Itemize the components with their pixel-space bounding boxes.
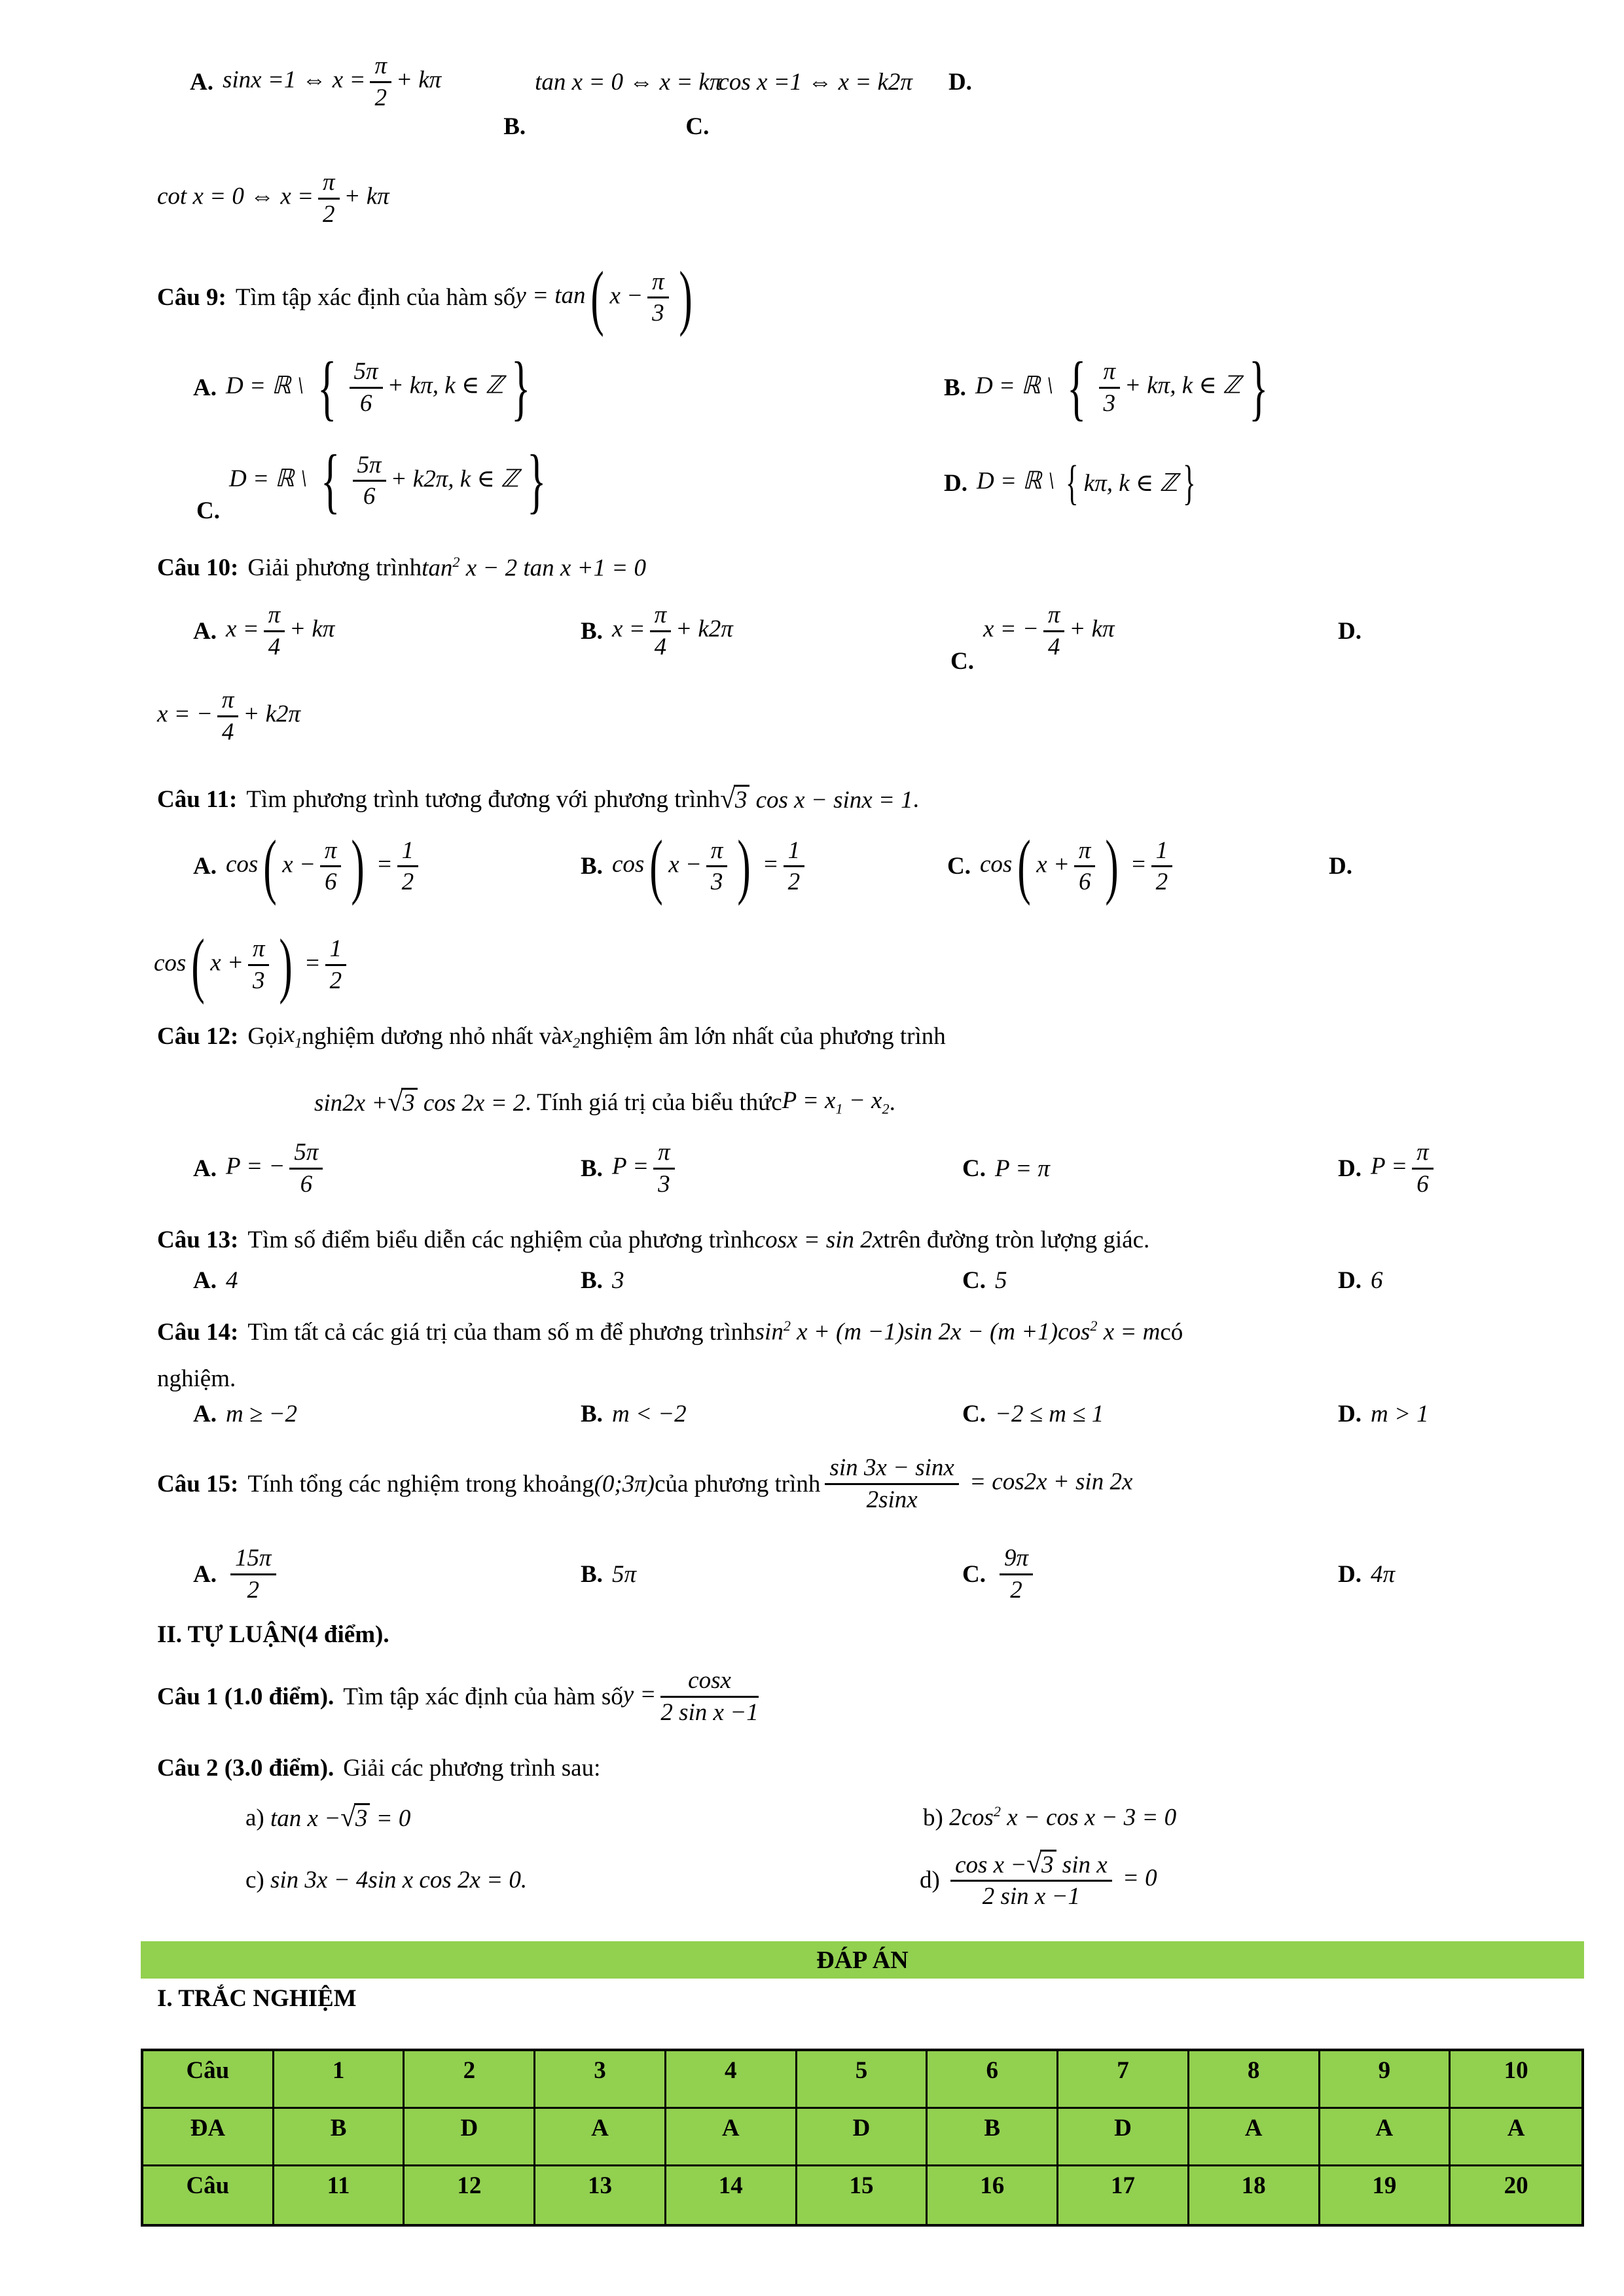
option-label-a: A.: [193, 1560, 217, 1588]
option-label-d: D.: [1338, 1266, 1362, 1294]
q9-option-c-formula: D = ℝ \ { $\frac{5\pi}{6}$ + k2π, k ∈ ℤ }: [228, 440, 546, 521]
question-11-formula: √3 cos x − sinx = 1: [720, 783, 913, 814]
answer-cell: A: [1451, 2109, 1581, 2166]
essay-title-text: II. TỰ LUẬN(4 điểm).: [157, 1621, 389, 1648]
question-9-text: Tìm tập xác định của hàm số: [235, 284, 516, 311]
question-12-equation-line: [314, 1079, 895, 1126]
answer-cell: 13: [535, 2166, 666, 2224]
question-10-formula: $\tan^2 x - 2$ tan x +1 = 0: [422, 553, 646, 582]
question-15-equation: $\frac{\sin 3x - \sin x}{2\sin x}$ = cos2x + sin 2x: [820, 1454, 1132, 1513]
answer-cell: 9: [1320, 2051, 1451, 2109]
q14-option-c: [962, 1397, 1104, 1431]
answer-header-cell: Câu: [143, 2166, 274, 2224]
option-label-a: A.: [193, 1266, 217, 1294]
essay-q2-part-d: [920, 1844, 1157, 1915]
option-label-b: B.: [581, 1560, 603, 1588]
q14-option-c-formula: −2 ≤ m ≤ 1: [994, 1400, 1104, 1427]
question-9-label: Câu 9:: [157, 284, 226, 311]
part-a-formula: tan x −√3 = 0: [270, 1801, 411, 1832]
answer-cell: 14: [666, 2166, 797, 2224]
essay-q2-part-c: [245, 1844, 527, 1915]
option-label-b: B.: [581, 853, 603, 880]
q11-option-b: [581, 822, 809, 910]
question-12-label: Câu 12:: [157, 1022, 239, 1050]
q14-option-d-formula: m > 1: [1370, 1400, 1429, 1427]
q15-option-c: [962, 1542, 1038, 1606]
option-label-b: B.: [944, 374, 966, 401]
question-15: [157, 1439, 1132, 1529]
q11-option-d-formula: cos ( x + $\frac{\pi}{3}$ ) = $\frac{1}{2}$: [154, 929, 351, 1001]
essay-q2-part-a: [245, 1797, 410, 1838]
option-label-c: C.: [950, 647, 974, 675]
q13-option-c-value: 5: [994, 1266, 1007, 1294]
q15-option-d-value: 4π: [1370, 1560, 1396, 1588]
essay-q2-text: Giải các phương trình sau:: [343, 1754, 601, 1782]
q8-option-b-formula: tan x = 0 ⇔ x = kπ: [535, 68, 722, 96]
q15-option-a: [193, 1542, 281, 1606]
answer-cell: D: [797, 2109, 928, 2166]
answer-cell: 11: [274, 2166, 405, 2224]
q10-option-b-formula: x = $\frac{\pi}{4}$ + k2π: [611, 601, 733, 660]
q11-option-c: [947, 822, 1177, 910]
q11-option-d-continuation: [154, 924, 351, 1005]
question-11-label: Câu 11:: [157, 785, 238, 813]
answer-cell: 17: [1058, 2166, 1189, 2224]
q11-option-a: [193, 822, 423, 910]
part-b-label: b): [923, 1804, 943, 1831]
q14-option-b: [581, 1397, 687, 1431]
question-12-text5: .: [889, 1088, 895, 1116]
answer-header-cell: Câu: [143, 2051, 274, 2109]
q13-option-b: [581, 1263, 624, 1297]
option-label-b: B.: [581, 617, 603, 645]
option-label-d: D.: [1338, 1155, 1362, 1182]
q13-option-d: [1338, 1263, 1382, 1297]
answer-cell: 12: [405, 2166, 535, 2224]
part-d-label: d): [920, 1866, 940, 1893]
question-12-text2: nghiệm dương nhỏ nhất và: [302, 1022, 562, 1050]
option-label-d: D.: [1338, 1560, 1362, 1588]
question-10-label: Câu 10:: [157, 554, 239, 581]
answer-cell: 5: [797, 2051, 928, 2109]
question-14-after: có: [1160, 1318, 1183, 1346]
question-15-text: Tính tổng các nghiệm trong khoảng: [247, 1470, 594, 1498]
question-14-continuation: [157, 1361, 236, 1395]
essay-question-1: [157, 1660, 763, 1733]
answer-cell: 7: [1058, 2051, 1189, 2109]
question-14-label: Câu 14:: [157, 1318, 239, 1346]
question-12-expression: $P = x_1 - x_2$: [782, 1087, 890, 1117]
part-c-label: c): [245, 1866, 264, 1893]
answer-key-section: [157, 1981, 357, 2016]
q11-option-a-formula: cos ( x − $\frac{\pi}{6}$ ) = $\frac{1}{2}$: [226, 830, 423, 903]
q10-option-c: [950, 596, 1115, 675]
question-12-equation: sin2x +√3 cos 2x = 2: [314, 1086, 526, 1117]
q15-option-b-value: 5π: [611, 1560, 636, 1588]
answer-cell: A: [1189, 2109, 1320, 2166]
q8-options-row: [190, 46, 981, 140]
option-label-c: C.: [685, 113, 710, 140]
q10-option-a-formula: x = $\frac{\pi}{4}$ + kπ: [225, 601, 335, 660]
q12-option-a-formula: P = − $\frac{5\pi}{6}$: [226, 1139, 327, 1198]
answer-cell: 6: [928, 2051, 1058, 2109]
essay-q1-formula: y = $\frac{\cos x}{\text{2 sin x −1}}$: [623, 1667, 759, 1726]
question-14: [157, 1313, 1183, 1351]
q10-option-d-continuation: [157, 681, 300, 751]
q8-option-a-formula: sinx =1 ⇔ x = $\frac{\pi}{2}$ + kπ: [222, 52, 442, 111]
answer-cell: 18: [1189, 2166, 1320, 2224]
answer-key-table: [141, 2049, 1584, 2227]
essay-q2-label: Câu 2 (3.0 điểm).: [157, 1754, 334, 1782]
question-9-formula: y = tan ( x − $\frac{\pi}{3}$ ): [515, 257, 693, 338]
q12-option-b-formula: P = $\frac{\pi}{3}$: [612, 1139, 679, 1198]
option-label-c: C.: [947, 853, 971, 880]
answer-cell: 16: [928, 2166, 1058, 2224]
answer-cell: 10: [1451, 2051, 1581, 2109]
answer-key-section-text: I. TRẮC NGHIỆM: [157, 1984, 357, 2012]
question-10: [157, 550, 646, 586]
q8-option-d-continuation: [157, 162, 389, 234]
answer-cell: B: [274, 2109, 405, 2166]
q9-option-d: [944, 457, 1201, 509]
option-label-b: B.: [581, 1155, 603, 1182]
option-label-a: A.: [190, 68, 213, 96]
question-12-text3: nghiệm âm lớn nhất của phương trình: [580, 1022, 946, 1050]
q15-option-d: [1338, 1542, 1395, 1606]
question-11-period: .: [912, 785, 919, 813]
q15-option-a-value: $\frac{15\pi}{2}$: [226, 1545, 281, 1604]
question-14-formula: $\sin^2 x + (m -1)\sin$ $2x - (m +1)\cos^2$ x = m: [755, 1318, 1161, 1346]
option-label-d: D.: [1329, 853, 1352, 880]
question-10-text: Giải phương trình: [247, 554, 422, 581]
answer-cell: D: [1058, 2109, 1189, 2166]
q14-option-a: [193, 1397, 297, 1431]
question-13-text: Tìm số điểm biểu diễn các nghiệm của phương trình: [247, 1226, 755, 1253]
question-15-label: Câu 15:: [157, 1470, 239, 1498]
answer-cell: A: [666, 2109, 797, 2166]
answer-key-banner: [141, 1941, 1584, 1979]
option-label-d: D.: [944, 469, 967, 497]
q11-option-d-label: [1329, 822, 1362, 910]
q11-option-c-formula: cos ( x + $\frac{\pi}{6}$ ) = $\frac{1}{2}$: [980, 830, 1177, 903]
answer-cell: 3: [535, 2051, 666, 2109]
q15-option-c-value: $\frac{9\pi}{2}$: [995, 1545, 1038, 1604]
q12-option-a: [193, 1136, 327, 1200]
option-label-b: B.: [581, 1400, 603, 1427]
answer-cell: A: [535, 2109, 666, 2166]
question-15-interval: (0;3π): [594, 1470, 655, 1498]
q14-option-a-formula: m ≥ −2: [225, 1400, 297, 1427]
option-label-b: B.: [581, 1266, 603, 1294]
q15-option-b: [581, 1542, 636, 1606]
answer-header-cell: ĐA: [143, 2109, 274, 2166]
question-13-formula: cosx = sin 2x: [754, 1226, 884, 1253]
q9-option-a: [193, 342, 538, 433]
option-label-c: C.: [196, 497, 220, 524]
question-13: [157, 1223, 1149, 1257]
q13-option-a-value: 4: [225, 1266, 238, 1294]
question-11: [157, 779, 919, 819]
answer-cell: 8: [1189, 2051, 1320, 2109]
question-12-x2: $x_2$: [562, 1021, 581, 1051]
question-12: [157, 1017, 946, 1055]
option-label-d: D.: [948, 68, 972, 96]
q12-option-c-formula: P = π: [994, 1155, 1050, 1182]
option-label-c: C.: [962, 1400, 986, 1427]
answer-cell: 2: [405, 2051, 535, 2109]
option-label-a: A.: [193, 853, 217, 880]
option-label-a: A.: [193, 1155, 217, 1182]
answer-cell: 4: [666, 2051, 797, 2109]
question-14-cont-text: nghiệm.: [157, 1365, 236, 1392]
q8-option-d-formula: cot x = 0 ⇔ x = $\frac{\pi}{2}$ + kπ: [157, 169, 389, 228]
q14-option-b-formula: m < −2: [611, 1400, 687, 1427]
question-15-text2: của phương trình: [655, 1470, 821, 1498]
q13-option-a: [193, 1263, 238, 1297]
q9-option-b-formula: D = ℝ \ { $\frac{\pi}{3}$ + kπ, k ∈ ℤ }: [975, 347, 1268, 428]
answer-cell: 15: [797, 2166, 928, 2224]
option-label-c: C.: [962, 1266, 986, 1294]
q9-option-a-formula: D = ℝ \ { $\frac{5\pi}{6}$ + kπ, k ∈ ℤ }: [225, 347, 531, 428]
question-12-x1: $x_1$: [283, 1021, 302, 1051]
q10-option-b: [581, 596, 733, 666]
answer-cell: A: [1320, 2109, 1451, 2166]
q12-option-d: [1338, 1136, 1438, 1200]
answer-key-banner-text: ĐÁP ÁN: [816, 1946, 909, 1974]
q9-option-d-formula: D = ℝ \ { kπ, k ∈ ℤ }: [976, 456, 1196, 510]
q12-option-c: [962, 1136, 1050, 1200]
q8-option-c-formula: cos x =1 ⇔ x = k2π: [718, 68, 912, 96]
answer-cell: 19: [1320, 2166, 1451, 2224]
q10-option-d-formula: x = − $\frac{\pi}{4}$ + k2π: [157, 687, 301, 745]
essay-q1-label: Câu 1 (1.0 điểm).: [157, 1683, 334, 1710]
question-14-text: Tìm tất cả các giá trị của tham số m để phương trình: [247, 1318, 755, 1346]
question-12-text1: Gọi: [247, 1022, 284, 1050]
question-11-text: Tìm phương trình tương đương với phương trình: [246, 785, 721, 813]
answer-cell: B: [928, 2109, 1058, 2166]
q10-option-c-formula: x = − $\frac{\pi}{4}$ + kπ: [983, 601, 1115, 660]
q12-option-b: [581, 1136, 679, 1200]
question-12-text4: . Tính giá trị của biểu thức: [525, 1088, 782, 1116]
q10-option-a: [193, 596, 334, 666]
answer-cell: D: [405, 2109, 535, 2166]
q13-option-c: [962, 1263, 1007, 1297]
part-b-formula: $2\cos^2$ x − cos x − 3 = 0: [949, 1803, 1177, 1831]
q13-option-b-value: 3: [611, 1266, 624, 1294]
option-label-a: A.: [193, 1400, 217, 1427]
q13-option-d-value: 6: [1370, 1266, 1383, 1294]
essay-q2-part-b: [923, 1797, 1176, 1838]
q11-option-b-formula: cos ( x − $\frac{\pi}{3}$ ) = $\frac{1}{2}$: [612, 830, 809, 903]
answer-cell: 1: [274, 2051, 405, 2109]
answer-cell: 20: [1451, 2166, 1581, 2224]
option-label-a: A.: [193, 374, 217, 401]
option-label-b: B.: [503, 113, 526, 140]
option-label-d: D.: [1338, 1400, 1362, 1427]
q10-option-d-label: [1338, 596, 1371, 666]
q9-option-b: [944, 342, 1276, 433]
part-d-formula: $\frac{\text{cos x −√3 sin x}}{\text{2 sin x −1}}$ = 0: [946, 1850, 1157, 1910]
q12-option-d-formula: P = $\frac{\pi}{6}$: [1371, 1139, 1438, 1198]
q14-option-d: [1338, 1397, 1429, 1431]
essay-section-title: [157, 1617, 389, 1652]
part-a-label: a): [245, 1804, 264, 1831]
question-9: [157, 257, 698, 338]
question-13-after: trên đường tròn lượng giác.: [883, 1226, 1150, 1253]
essay-q1-text: Tìm tập xác định của hàm số: [343, 1683, 623, 1710]
option-label-d: D.: [1338, 617, 1362, 645]
option-label-c: C.: [962, 1560, 986, 1588]
q9-option-c: [196, 433, 554, 528]
part-c-formula: sin 3x − 4sin x cos 2x = 0.: [270, 1866, 528, 1893]
question-13-label: Câu 13:: [157, 1226, 239, 1253]
option-label-a: A.: [193, 617, 217, 645]
essay-question-2: [157, 1750, 600, 1785]
option-label-c: C.: [962, 1155, 986, 1182]
